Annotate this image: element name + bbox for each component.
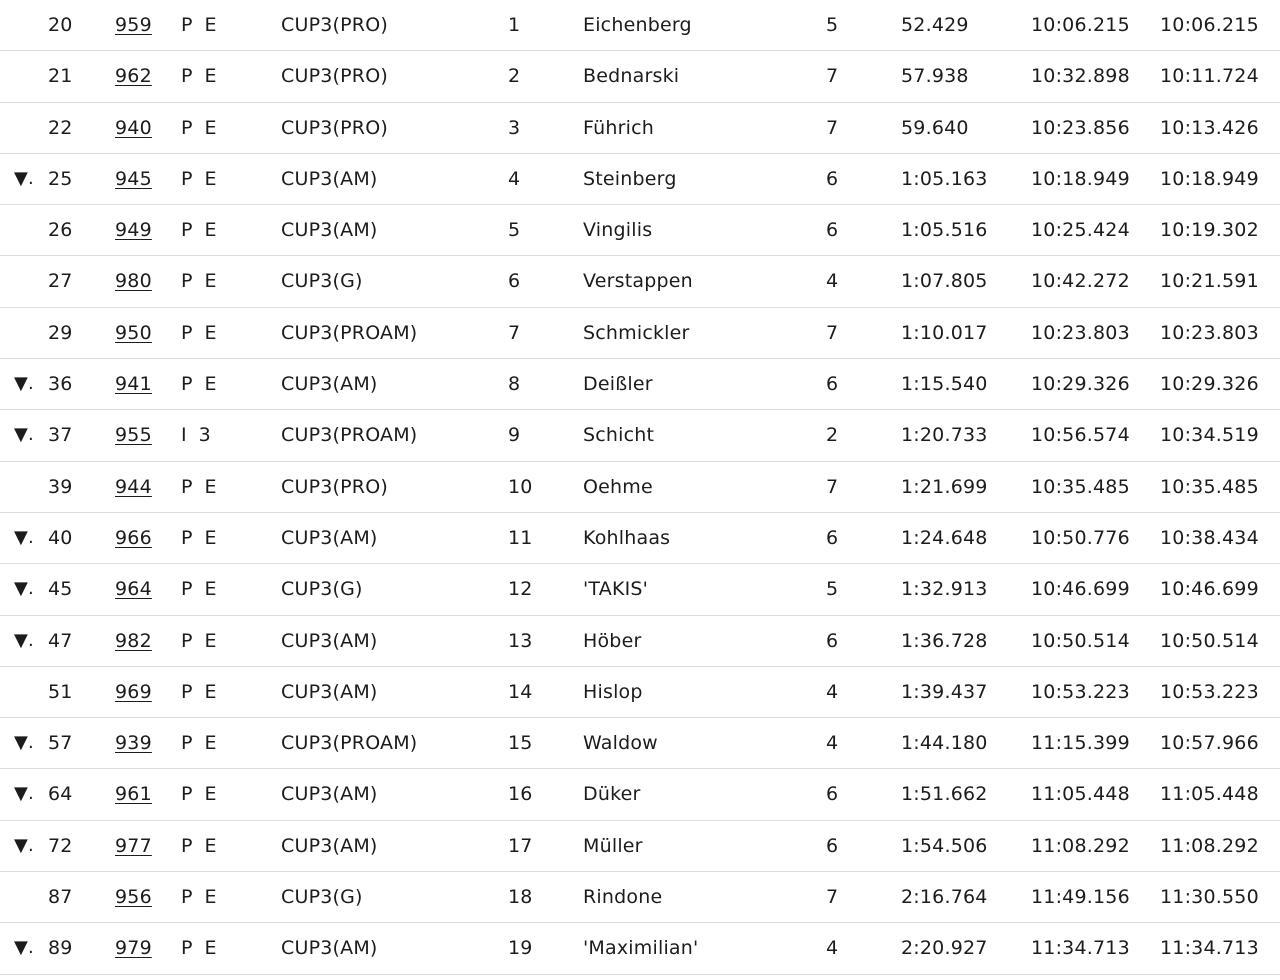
table-row	[0, 462, 1280, 513]
overall-position: 25	[48, 167, 73, 190]
gap-to-leader: 1:51.662	[901, 783, 988, 806]
driver-name: Düker	[583, 783, 641, 806]
last-lap-time: 11:49.156	[1031, 886, 1130, 909]
class-name: CUP3(AM)	[281, 834, 378, 857]
best-lap-time: 10:13.426	[1160, 116, 1259, 139]
car-number-link[interactable]: 945	[115, 167, 152, 190]
class-position: 8	[508, 373, 521, 396]
class-position: 15	[508, 732, 533, 755]
car-number-link[interactable]: 982	[115, 629, 152, 652]
gap-to-leader: 1:20.733	[901, 424, 988, 447]
class-name: CUP3(PRO)	[281, 116, 388, 139]
best-lap-time: 11:08.292	[1160, 834, 1259, 857]
last-lap-time: 10:50.776	[1031, 526, 1130, 549]
position-change-marker: ▼.	[14, 783, 34, 805]
table-row	[0, 205, 1280, 256]
class-position: 17	[508, 834, 533, 857]
position-change-marker: ▼.	[14, 526, 34, 548]
pit-stops: 5	[826, 14, 839, 36]
overall-position: 87	[48, 886, 73, 909]
car-number-link[interactable]: 941	[115, 373, 152, 396]
position-change-marker: ▼.	[14, 373, 34, 395]
class-name: CUP3(PROAM)	[281, 424, 418, 447]
tyre-code: P E	[181, 14, 220, 36]
car-number-link[interactable]: 949	[115, 219, 152, 242]
driver-name: Bednarski	[583, 65, 680, 88]
best-lap-time: 10:06.215	[1160, 14, 1259, 36]
class-position: 10	[508, 475, 533, 498]
gap-to-leader: 1:15.540	[901, 373, 988, 396]
gap-to-leader: 1:39.437	[901, 680, 988, 703]
gap-to-leader: 1:21.699	[901, 475, 988, 498]
tyre-code: P E	[181, 937, 220, 960]
best-lap-time: 10:50.514	[1160, 629, 1259, 652]
overall-position: 40	[48, 526, 73, 549]
pit-stops: 4	[826, 270, 839, 293]
table-row	[0, 872, 1280, 923]
gap-to-leader: 1:44.180	[901, 732, 988, 755]
car-number-link[interactable]: 956	[115, 886, 152, 909]
gap-to-leader: 1:10.017	[901, 321, 988, 344]
class-position: 19	[508, 937, 533, 960]
car-number-link[interactable]: 939	[115, 732, 152, 755]
table-row	[0, 769, 1280, 820]
best-lap-time: 10:23.803	[1160, 321, 1259, 344]
last-lap-time: 10:06.215	[1031, 14, 1130, 36]
pit-stops: 6	[826, 783, 839, 806]
overall-position: 89	[48, 937, 73, 960]
table-row	[0, 923, 1280, 974]
tyre-code: P E	[181, 65, 220, 88]
best-lap-time: 10:18.949	[1160, 167, 1259, 190]
overall-position: 47	[48, 629, 73, 652]
tyre-code: P E	[181, 526, 220, 549]
best-lap-time: 11:05.448	[1160, 783, 1259, 806]
car-number-link[interactable]: 966	[115, 526, 152, 549]
gap-to-leader: 1:07.805	[901, 270, 988, 293]
car-number-link[interactable]: 950	[115, 321, 152, 344]
table-row	[0, 154, 1280, 205]
pit-stops: 7	[826, 65, 839, 88]
class-position: 16	[508, 783, 533, 806]
class-position: 14	[508, 680, 533, 703]
overall-position: 64	[48, 783, 73, 806]
pit-stops: 7	[826, 886, 839, 909]
overall-position: 36	[48, 373, 73, 396]
overall-position: 39	[48, 475, 73, 498]
best-lap-time: 11:30.550	[1160, 886, 1259, 909]
class-position: 13	[508, 629, 533, 652]
driver-name: 'TAKIS'	[583, 578, 649, 601]
gap-to-leader: 1:05.516	[901, 219, 988, 242]
overall-position: 26	[48, 219, 73, 242]
driver-name: Höber	[583, 629, 642, 652]
position-change-marker: ▼.	[14, 578, 34, 600]
class-position: 5	[508, 219, 521, 242]
position-change-marker: ▼.	[14, 629, 34, 651]
overall-position: 45	[48, 578, 73, 601]
position-change-marker: ▼.	[14, 834, 34, 856]
driver-name: Verstappen	[583, 270, 693, 293]
table-row	[0, 410, 1280, 461]
class-name: CUP3(PRO)	[281, 475, 388, 498]
last-lap-time: 10:18.949	[1031, 167, 1130, 190]
tyre-code: P E	[181, 680, 220, 703]
tyre-code: P E	[181, 475, 220, 498]
gap-to-leader: 1:36.728	[901, 629, 988, 652]
pit-stops: 6	[826, 167, 839, 190]
best-lap-time: 10:46.699	[1160, 578, 1259, 601]
tyre-code: P E	[181, 578, 220, 601]
last-lap-time: 10:50.514	[1031, 629, 1130, 652]
best-lap-time: 10:19.302	[1160, 219, 1259, 242]
gap-to-leader: 1:05.163	[901, 167, 988, 190]
best-lap-time: 10:29.326	[1160, 373, 1259, 396]
table-row	[0, 308, 1280, 359]
car-number-link[interactable]: 980	[115, 270, 152, 293]
tyre-code: P E	[181, 116, 220, 139]
driver-name: Deißler	[583, 373, 653, 396]
driver-name: Steinberg	[583, 167, 677, 190]
table-row	[0, 718, 1280, 769]
last-lap-time: 10:23.856	[1031, 116, 1130, 139]
last-lap-time: 11:34.713	[1031, 937, 1130, 960]
car-number-link[interactable]: 959	[115, 14, 152, 36]
car-number-link[interactable]: 940	[115, 116, 152, 139]
tyre-code: P E	[181, 167, 220, 190]
table-row	[0, 667, 1280, 718]
pit-stops: 6	[826, 219, 839, 242]
tyre-code: P E	[181, 373, 220, 396]
pit-stops: 2	[826, 424, 839, 447]
tyre-code: P E	[181, 834, 220, 857]
overall-position: 22	[48, 116, 73, 139]
class-name: CUP3(PRO)	[281, 14, 388, 36]
best-lap-time: 10:38.434	[1160, 526, 1259, 549]
driver-name: Müller	[583, 834, 643, 857]
last-lap-time: 10:56.574	[1031, 424, 1130, 447]
pit-stops: 6	[826, 834, 839, 857]
table-row	[0, 616, 1280, 667]
table-row	[0, 103, 1280, 154]
class-name: CUP3(G)	[281, 270, 363, 293]
position-change-marker: ▼.	[14, 424, 34, 446]
gap-to-leader: 1:54.506	[901, 834, 988, 857]
position-change-marker: ▼.	[14, 937, 34, 959]
tyre-code: P E	[181, 321, 220, 344]
table-row	[0, 256, 1280, 307]
class-position: 1	[508, 14, 521, 36]
car-number-link[interactable]: 979	[115, 937, 152, 960]
tyre-code: P E	[181, 629, 220, 652]
class-name: CUP3(PROAM)	[281, 732, 418, 755]
best-lap-time: 10:57.966	[1160, 732, 1259, 755]
class-name: CUP3(AM)	[281, 373, 378, 396]
pit-stops: 7	[826, 321, 839, 344]
gap-to-leader: 1:24.648	[901, 526, 988, 549]
table-row	[0, 0, 1280, 51]
class-name: CUP3(AM)	[281, 629, 378, 652]
table-row	[0, 821, 1280, 872]
driver-name: 'Maximilian'	[583, 937, 699, 960]
last-lap-time: 11:05.448	[1031, 783, 1130, 806]
table-row	[0, 564, 1280, 615]
best-lap-time: 10:11.724	[1160, 65, 1259, 88]
class-position: 12	[508, 578, 533, 601]
last-lap-time: 10:23.803	[1031, 321, 1130, 344]
car-number-link[interactable]: 977	[115, 834, 152, 857]
driver-name: Führich	[583, 116, 654, 139]
driver-name: Rindone	[583, 886, 663, 909]
tyre-code: P E	[181, 783, 220, 806]
pit-stops: 7	[826, 116, 839, 139]
position-change-marker: ▼.	[14, 167, 34, 189]
last-lap-time: 10:53.223	[1031, 680, 1130, 703]
car-number-link[interactable]: 955	[115, 424, 152, 447]
overall-position: 21	[48, 65, 73, 88]
class-name: CUP3(AM)	[281, 680, 378, 703]
driver-name: Kohlhaas	[583, 526, 671, 549]
best-lap-time: 11:34.713	[1160, 937, 1259, 960]
gap-to-leader: 57.938	[901, 65, 969, 88]
pit-stops: 4	[826, 732, 839, 755]
pit-stops: 7	[826, 475, 839, 498]
pit-stops: 6	[826, 526, 839, 549]
last-lap-time: 10:42.272	[1031, 270, 1130, 293]
class-position: 7	[508, 321, 521, 344]
overall-position: 57	[48, 732, 73, 755]
class-position: 6	[508, 270, 521, 293]
tyre-code: P E	[181, 732, 220, 755]
overall-position: 20	[48, 14, 73, 36]
class-name: CUP3(PROAM)	[281, 321, 418, 344]
best-lap-time: 10:53.223	[1160, 680, 1259, 703]
driver-name: Schmickler	[583, 321, 690, 344]
pit-stops: 4	[826, 937, 839, 960]
class-name: CUP3(AM)	[281, 526, 378, 549]
driver-name: Schicht	[583, 424, 655, 447]
gap-to-leader: 1:32.913	[901, 578, 988, 601]
tyre-code: P E	[181, 219, 220, 242]
car-number-link[interactable]: 944	[115, 475, 152, 498]
class-name: CUP3(AM)	[281, 167, 378, 190]
driver-name: Oehme	[583, 475, 653, 498]
overall-position: 29	[48, 321, 73, 344]
gap-to-leader: 52.429	[901, 14, 969, 36]
class-position: 18	[508, 886, 533, 909]
class-name: CUP3(AM)	[281, 219, 378, 242]
driver-name: Waldow	[583, 732, 658, 755]
last-lap-time: 10:32.898	[1031, 65, 1130, 88]
pit-stops: 4	[826, 680, 839, 703]
class-name: CUP3(G)	[281, 578, 363, 601]
last-lap-time: 10:46.699	[1031, 578, 1130, 601]
gap-to-leader: 2:20.927	[901, 937, 988, 960]
last-lap-time: 10:25.424	[1031, 219, 1130, 242]
driver-name: Hislop	[583, 680, 643, 703]
car-number-link[interactable]: 964	[115, 578, 152, 601]
driver-name: Eichenberg	[583, 14, 692, 36]
last-lap-time: 10:35.485	[1031, 475, 1130, 498]
tyre-code: I 3	[181, 424, 214, 447]
class-name: CUP3(PRO)	[281, 65, 388, 88]
class-position: 4	[508, 167, 521, 190]
gap-to-leader: 59.640	[901, 116, 969, 139]
class-position: 11	[508, 526, 533, 549]
class-name: CUP3(G)	[281, 886, 363, 909]
pit-stops: 6	[826, 629, 839, 652]
gap-to-leader: 2:16.764	[901, 886, 988, 909]
car-number-link[interactable]: 962	[115, 65, 152, 88]
driver-name: Vingilis	[583, 219, 653, 242]
pit-stops: 6	[826, 373, 839, 396]
best-lap-time: 10:34.519	[1160, 424, 1259, 447]
tyre-code: P E	[181, 270, 220, 293]
tyre-code: P E	[181, 886, 220, 909]
overall-position: 72	[48, 834, 73, 857]
position-change-marker: ▼.	[14, 732, 34, 754]
last-lap-time: 10:29.326	[1031, 373, 1130, 396]
class-position: 3	[508, 116, 521, 139]
car-number-link[interactable]: 969	[115, 680, 152, 703]
class-name: CUP3(AM)	[281, 783, 378, 806]
last-lap-time: 11:15.399	[1031, 732, 1130, 755]
table-row	[0, 513, 1280, 564]
class-position: 2	[508, 65, 521, 88]
best-lap-time: 10:21.591	[1160, 270, 1259, 293]
table-row	[0, 51, 1280, 102]
class-name: CUP3(AM)	[281, 937, 378, 960]
overall-position: 51	[48, 680, 73, 703]
class-position: 9	[508, 424, 521, 447]
table-row	[0, 359, 1280, 410]
last-lap-time: 11:08.292	[1031, 834, 1130, 857]
best-lap-time: 10:35.485	[1160, 475, 1259, 498]
car-number-link[interactable]: 961	[115, 783, 152, 806]
overall-position: 37	[48, 424, 73, 447]
overall-position: 27	[48, 270, 73, 293]
pit-stops: 5	[826, 578, 839, 601]
